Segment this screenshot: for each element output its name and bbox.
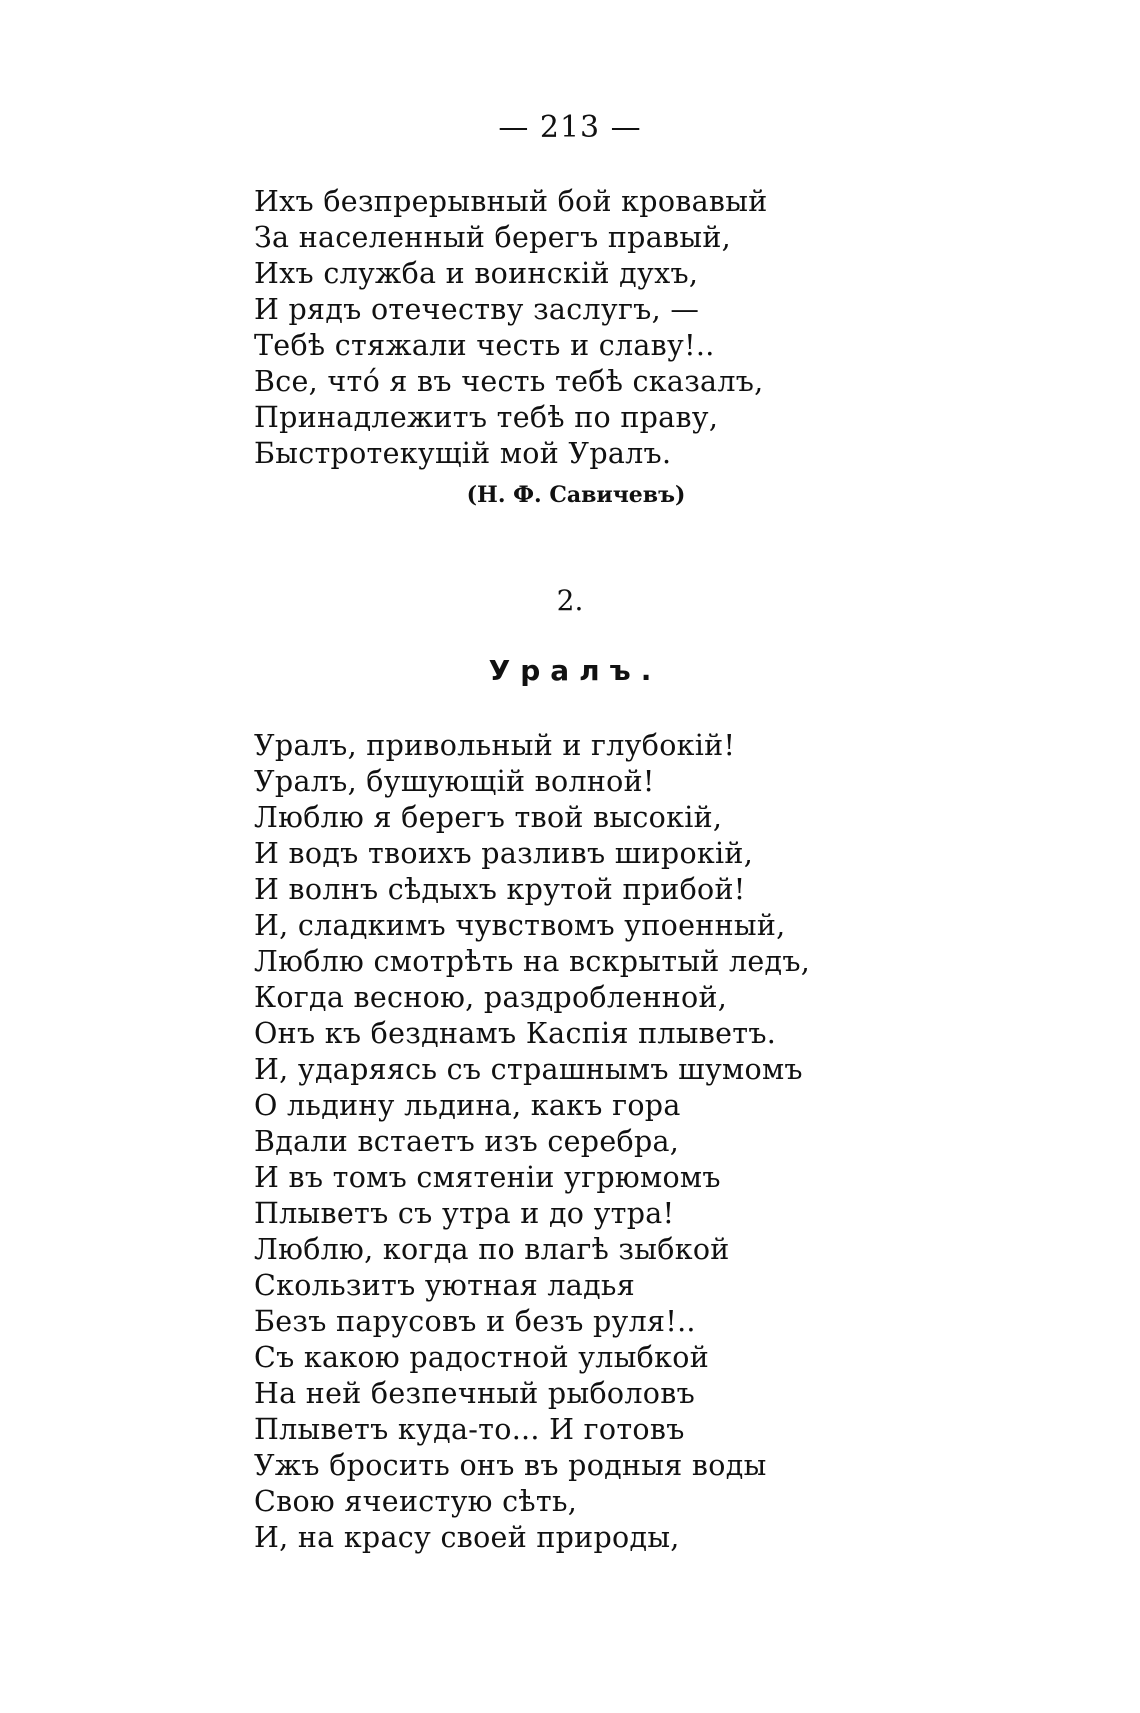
poem-line: И, ударяясь съ страшнымъ шумомъ bbox=[254, 1053, 803, 1086]
poem-line: Онъ къ безднамъ Каспія плыветъ. bbox=[254, 1017, 777, 1050]
poem-1-attribution: (Н. Ф. Савичевъ) bbox=[466, 482, 686, 508]
poem-line: Люблю, когда по влагѣ зыбкой bbox=[254, 1233, 730, 1266]
poem-line: И, на красу своей природы, bbox=[254, 1521, 680, 1554]
poem-1-continuation bbox=[254, 184, 814, 472]
poem-line: За населенный берегъ правый, bbox=[254, 221, 731, 254]
poem-line: Быстротекущій мой Уралъ. bbox=[254, 437, 672, 470]
poem-line: Тебѣ стяжали честь и славу!.. bbox=[254, 329, 715, 362]
poem-line: Принадлежитъ тебѣ по праву, bbox=[254, 401, 719, 434]
poem-2-body bbox=[254, 728, 814, 1556]
poem-line: Ихъ служба и воинскій духъ, bbox=[254, 257, 699, 290]
poem-line: И волнъ сѣдыхъ крутой прибой! bbox=[254, 873, 746, 906]
poem-line: О льдину льдина, какъ гора bbox=[254, 1089, 681, 1122]
poem-line: Плыветъ съ утра и до утра! bbox=[254, 1197, 675, 1230]
poem-line: Свою ячеистую сѣть, bbox=[254, 1485, 578, 1518]
poem-line: Люблю я берегъ твой высокій, bbox=[254, 801, 723, 834]
page-number: — 213 — bbox=[498, 110, 642, 145]
poem-line: Ужъ бросить онъ въ родныя воды bbox=[254, 1449, 767, 1482]
poem-line: Плыветъ куда-то... И готовъ bbox=[254, 1413, 685, 1446]
poem-line: И въ томъ смятеніи угрюмомъ bbox=[254, 1161, 721, 1194]
poem-line: На ней безпечный рыболовъ bbox=[254, 1377, 696, 1410]
poem-line: Скользитъ уютная ладья bbox=[254, 1269, 636, 1302]
poem-line: Когда весною, раздробленной, bbox=[254, 981, 728, 1014]
poem-line: Съ какою радостной улыбкой bbox=[254, 1341, 710, 1374]
poem-line: Люблю смотрѣть на вскрытый ледъ, bbox=[254, 945, 811, 978]
poem-line: Уралъ, привольный и глубокій! bbox=[254, 729, 736, 762]
poem-line: И рядъ отечеству заслугъ, — bbox=[254, 293, 700, 326]
poem-line: Уралъ, бушующій волной! bbox=[254, 765, 655, 798]
poem-line: Все, чтó я въ честь тебѣ сказалъ, bbox=[254, 365, 764, 398]
poem-line: И водъ твоихъ разливъ широкій, bbox=[254, 837, 754, 870]
poem-line: Ихъ безпрерывный бой кровавый bbox=[254, 185, 768, 218]
poem-line: Вдали встаетъ изъ серебра, bbox=[254, 1125, 680, 1158]
poem-line: Безъ парусовъ и безъ руля!.. bbox=[254, 1305, 696, 1338]
poem-2-number: 2. bbox=[556, 584, 584, 617]
poem-line: И, сладкимъ чувствомъ упоенный, bbox=[254, 909, 786, 942]
poem-2-title: Уралъ. bbox=[488, 654, 662, 687]
